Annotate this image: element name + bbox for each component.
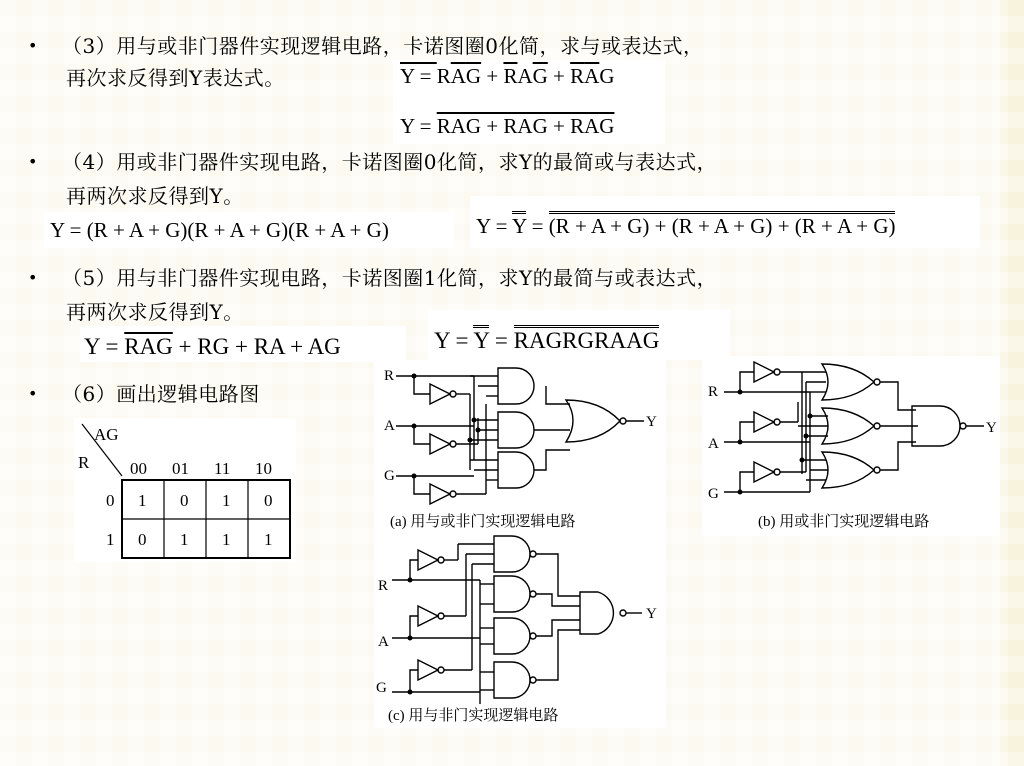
item-4-line2: 再两次求反得到Y。 bbox=[66, 184, 244, 208]
circuit-a-output: Y bbox=[646, 414, 657, 430]
kmap-cell: 1 bbox=[138, 491, 147, 510]
item-6-line1: （6）画出逻辑电路图 bbox=[62, 382, 260, 406]
kmap-col-0: 00 bbox=[130, 459, 147, 478]
circuit-c-input-a: A bbox=[378, 634, 389, 650]
equation-4a: Y = (R + A + G)(R + A + G)(R + A + G) bbox=[50, 218, 389, 242]
karnaugh-map bbox=[74, 418, 296, 562]
kmap-cell: 0 bbox=[180, 491, 189, 510]
kmap-cell: 0 bbox=[138, 530, 147, 549]
circuit-c-output: Y bbox=[646, 606, 657, 622]
circuit-c-diagram bbox=[374, 534, 666, 728]
circuit-a-caption: (a) 用与或非门实现逻辑电路 bbox=[390, 514, 576, 530]
circuit-a-input-r: R bbox=[384, 368, 395, 384]
equation-5a: $Y = \overline{RAG}$ + RG + RA + AG bbox=[84, 334, 341, 359]
circuit-c-caption: (c) 用与非门实现逻辑电路 bbox=[388, 708, 559, 724]
item-5-line1: （5）用与非门器件实现电路，卡诺图圈1化简，求Y的最简与或表达式， bbox=[62, 266, 718, 290]
kmap-row-0-label: 0 bbox=[106, 491, 115, 510]
circuit-a-input-g: G bbox=[384, 468, 395, 484]
circuit-c-input-g: G bbox=[376, 680, 387, 696]
circuit-b-input-r: R bbox=[708, 384, 719, 400]
item-3-line1: （3）用与或非门器件实现逻辑电路，卡诺图圈0化简，求与或表达式， bbox=[62, 34, 704, 58]
kmap-col-3: 10 bbox=[255, 459, 272, 478]
bullet: • bbox=[28, 384, 38, 403]
kmap-cell: 1 bbox=[222, 530, 231, 549]
kmap-col-1: 01 bbox=[172, 459, 189, 478]
item-3-line2: 再次求反得到Y表达式。 bbox=[66, 66, 285, 90]
kmap-cell: 1 bbox=[222, 491, 231, 510]
kmap-row-1-label: 1 bbox=[106, 530, 115, 549]
kmap-cell: 1 bbox=[264, 530, 273, 549]
kmap-cell: 0 bbox=[264, 491, 273, 510]
circuit-b-caption: (b) 用或非门实现逻辑电路 bbox=[758, 514, 930, 530]
bullet: • bbox=[28, 152, 38, 171]
circuit-a-diagram bbox=[374, 360, 666, 536]
kmap-corner-left: R bbox=[78, 453, 90, 472]
circuit-b-output: Y bbox=[986, 420, 997, 436]
circuit-a-input-a: A bbox=[384, 418, 395, 434]
bullet: • bbox=[28, 36, 38, 55]
bullet: • bbox=[28, 268, 38, 287]
equation-5b: Y = Y = RAGRGRAAG bbox=[434, 328, 659, 354]
circuit-b-input-a: A bbox=[708, 436, 719, 452]
kmap-col-2: 11 bbox=[214, 459, 231, 478]
kmap-corner-top: AG bbox=[94, 425, 119, 444]
circuit-c-input-r: R bbox=[378, 578, 389, 594]
kmap-cell: 1 bbox=[180, 530, 189, 549]
item-4-line1: （4）用或非门器件实现电路，卡诺图圈0化简，求Y的最简或与表达式， bbox=[62, 150, 718, 174]
circuit-b-input-g: G bbox=[708, 486, 719, 502]
item-5-line2: 再两次求反得到Y。 bbox=[66, 300, 244, 324]
circuit-b-diagram bbox=[702, 356, 1000, 536]
equation-3b: Y = RAG + RAG + RAG bbox=[400, 114, 615, 138]
equation-4b: Y = Y = (R + A + G) + (R + A + G) + (R + A + G) bbox=[476, 214, 895, 239]
equation-3a: $Y = R\overline{A}\overline{G} + \overline{R}A\overline{G} + \overline{R}\overline{A}G$ bbox=[400, 64, 615, 88]
